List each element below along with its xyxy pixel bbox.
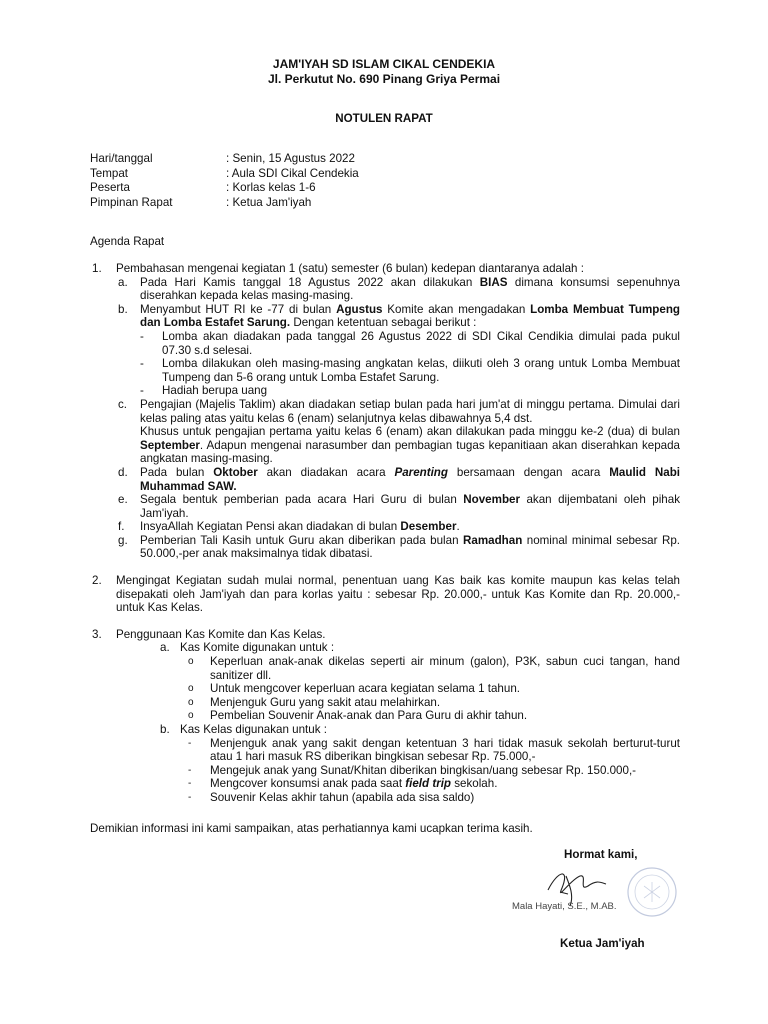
bold-text: Desember: [400, 520, 457, 534]
dash-bullet: -: [140, 329, 144, 343]
text: Untuk mengcover keperluan acara kegiatan selama 1 tahun.: [210, 682, 520, 696]
text: Mengejuk anak yang Sunat/Khitan diberikan bingkisan/uang sebesar Rp. 150.000,-: [210, 763, 637, 777]
dash-bullet: -: [188, 791, 192, 803]
agenda-heading: Agenda Rapat: [90, 235, 165, 248]
item-number: 2.: [92, 574, 102, 588]
subitem-d: [116, 466, 680, 493]
text: nominal minimal sebesar Rp. 50.000,-per anak maksimalnya tidak dibatasi.: [140, 533, 680, 561]
meta-value: : Senin, 15 Agustus 2022: [226, 152, 355, 165]
agenda-item-2: [90, 574, 680, 615]
subitem-letter: g.: [118, 533, 128, 547]
dash-bullet: -: [140, 384, 144, 398]
bold-text: Oktober: [213, 465, 258, 479]
dash-item: [180, 737, 680, 764]
subitem-letter: a.: [118, 275, 128, 289]
meeting-info: [90, 152, 690, 210]
bold-text: BIAS: [479, 275, 508, 289]
text: Mengcover konsumsi anak pada saat: [210, 777, 406, 791]
text: Pada bulan: [140, 465, 214, 479]
circle-bullet: o: [188, 683, 194, 695]
subitem-e: [116, 493, 680, 520]
text: Hadiah berupa uang: [162, 384, 268, 398]
dash-item: [140, 384, 680, 398]
meta-label: Hari/tanggal: [90, 152, 153, 165]
meta-label: Pimpinan Rapat: [90, 195, 173, 209]
subitem-c: [116, 398, 680, 466]
item-text: Penggunaan Kas Komite dan Kas Kelas.: [116, 627, 326, 641]
text: Keperluan anak-anak dikelas seperti air minum (galon), P3K, sabun cuci tangan, hand sanitizer dll.: [210, 655, 680, 682]
letterhead: [0, 57, 768, 87]
subitem-letter: f.: [118, 520, 125, 534]
text: Dengan ketentuan sebagai berikut :: [290, 316, 477, 330]
text: Pembelian Souvenir Anak-anak dan Para Guru di akhir tahun.: [210, 709, 528, 723]
dash-bullet: -: [188, 764, 192, 776]
bold-text: Lomba Membuat Tumpeng dan Lomba Estafet Sarung.: [140, 302, 680, 330]
text: sekolah.: [451, 777, 498, 791]
subitem-g: [116, 534, 680, 561]
text: dimana konsumsi sepenuhnya diserahkan kepada kelas masing-masing.: [140, 275, 680, 303]
dash-item: [180, 777, 680, 791]
text: Lomba akan diadakan pada tanggal 26 Agustus 2022 di SDI Cikal Cendikia dimulai pada pukul 07.30 s.d selesai.: [162, 329, 680, 357]
meta-value: : Korlas kelas 1-6: [226, 181, 316, 194]
circle-bullet: o: [188, 696, 194, 708]
text: .: [456, 520, 460, 534]
text: Segala bentuk pemberian pada acara Hari Guru di bulan: [140, 493, 464, 507]
subitem-a: [160, 641, 680, 655]
subitem-b: [160, 723, 680, 737]
subitem-b: [116, 303, 680, 398]
org-address: Jl. Perkutut No. 690 Pinang Griya Permai: [267, 72, 501, 86]
text: InsyaAllah Kegiatan Pensi akan diadakan di bulan: [140, 520, 401, 534]
subitem-letter: b.: [160, 723, 170, 736]
meta-label: Peserta: [90, 181, 130, 194]
signatory-role: Ketua Jam'iyah: [560, 937, 645, 950]
bold-text: Ramadhan: [463, 533, 523, 547]
circle-bullet: o: [188, 710, 194, 722]
signatory-name: Mala Hayati, S.E., M.AB.: [512, 901, 617, 912]
bold-text: November: [463, 493, 520, 507]
text: Menyambut HUT RI ke -77 di bulan: [140, 302, 337, 316]
subitem-letter: c.: [118, 397, 128, 411]
dash-bullet: -: [140, 357, 144, 371]
document-title: NOTULEN RAPAT: [335, 112, 433, 125]
meta-label: Tempat: [90, 166, 129, 180]
text: . Adapun mengenai narasumber dan pembagian tugas kepanitiaan akan diserahkan kepada angkatan masing-masing.: [140, 438, 680, 466]
item-number: 3.: [92, 627, 102, 641]
dash-item: [140, 330, 680, 357]
circle-item: [180, 709, 680, 723]
item-number: 1.: [92, 262, 102, 275]
meta-row-participants: [90, 181, 690, 196]
subitem-letter: e.: [118, 493, 128, 507]
bold-text: Maulid Nabi Muhammad SAW.: [140, 465, 680, 493]
text: bersamaan dengan acara: [447, 465, 610, 479]
italic-text: Parenting: [394, 465, 448, 479]
signature-greeting: Hormat kami,: [564, 848, 638, 861]
text: Souvenir Kelas akhir tahun (apabila ada sisa saldo): [210, 790, 475, 804]
text: Pemberian Tali Kasih untuk Guru akan diberikan pada bulan: [140, 533, 463, 547]
text: Pengajian (Majelis Taklim) akan diadakan setiap bulan pada hari jum'at di minggu pertama. Dimulai dari kelas paling atas yaitu kelas 6 (enam) selanjutnya kelas dibawahnya 5,4 dst.: [140, 397, 680, 425]
agenda-item-1: [90, 262, 680, 561]
circle-item: [180, 682, 680, 696]
dash-bullet: -: [188, 737, 192, 749]
text: Kas Kelas digunakan untuk :: [180, 723, 327, 736]
meta-row-date: [90, 152, 690, 167]
item-text: Mengingat Kegiatan sudah mulai normal, penentuan uang Kas baik kas komite maupun kas kelas telah disepakati oleh Jam'iyah dan para korlas yaitu : sebesar Rp. 20.000,- untuk Kas Komite dan Rp. 20.000,- untuk Kas Kelas.: [116, 574, 680, 615]
text: akan dijembatani oleh pihak Jam'iyah.: [140, 493, 680, 520]
agenda-item-3: [90, 628, 680, 805]
text: Menjenguk anak yang sakit dengan ketentuan 3 hari tidak masuk sekolah berturut-turut atau 1 hari masuk RS diberikan bingkisan sebesar Rp. 75.000,-: [210, 736, 680, 764]
text: akan diadakan acara: [257, 465, 395, 479]
subitem-letter: b.: [118, 302, 128, 316]
bold-text: Agustus: [336, 302, 383, 316]
text: Pada Hari Kamis tanggal 18 Agustus 2022 akan dilakukan: [140, 275, 480, 289]
text: Lomba dilakukan oleh masing-masing angkatan kelas, diikuti oleh 3 orang untuk Lomba Membuat Tumpeng dan 5-6 orang untuk Lomba Estafet Sarung.: [162, 357, 680, 384]
meta-row-leader: [90, 196, 690, 211]
subitem-letter: d.: [118, 465, 128, 479]
bold-text: September: [140, 438, 200, 452]
dash-item: [140, 357, 680, 384]
dash-item: [180, 764, 680, 778]
circle-item: [180, 696, 680, 710]
org-name: JAM'IYAH SD ISLAM CIKAL CENDEKIA: [272, 57, 496, 71]
circle-item: [180, 655, 680, 682]
text: Menjenguk Guru yang sakit atau melahirkan.: [210, 695, 441, 709]
text: Khusus untuk pengajian pertama yaitu kelas 6 (enam) akan dilakukan pada minggu ke-2 (dua) di bulan: [140, 425, 680, 439]
closing-statement: Demikian informasi ini kami sampaikan, atas perhatiannya kami ucapkan terima kasih.: [90, 822, 533, 835]
item-text: Pembahasan mengenai kegiatan 1 (satu) semester (6 bulan) kedepan diantaranya adalah :: [116, 262, 584, 275]
dash-bullet: -: [188, 778, 192, 790]
subitem-letter: a.: [160, 641, 170, 655]
italic-text: field trip: [405, 777, 452, 791]
subitem-f: [116, 520, 680, 534]
agenda-list: [90, 262, 680, 805]
dash-item: [180, 791, 680, 805]
meta-row-place: [90, 167, 690, 182]
text: Komite akan mengadakan: [382, 302, 531, 316]
circle-bullet: o: [188, 656, 194, 668]
subitem-a: [116, 276, 680, 303]
meta-value: : Aula SDI Cikal Cendekia: [226, 166, 359, 180]
meta-value: : Ketua Jam'iyah: [226, 195, 312, 209]
text: Kas Komite digunakan untuk :: [180, 641, 335, 655]
